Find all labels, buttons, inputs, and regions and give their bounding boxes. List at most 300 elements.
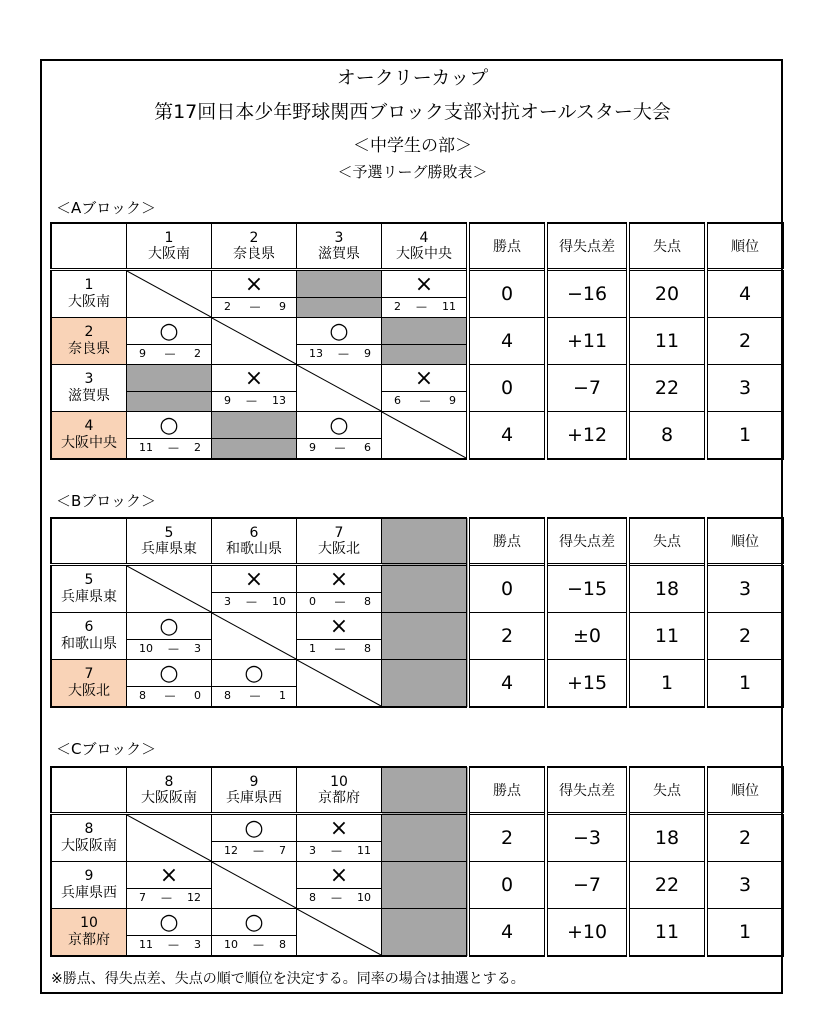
runs-allowed: 8 [628, 412, 706, 460]
score-opp: 9 [449, 394, 456, 407]
result-box [127, 412, 211, 458]
win-mark: ○ [212, 662, 296, 687]
gray-fill [212, 412, 296, 439]
result-cell [212, 270, 297, 318]
column-header-team [382, 223, 469, 270]
row-team-label [51, 862, 127, 909]
game-score [309, 843, 371, 859]
block-a-label: ＜Aブロック＞ [56, 199, 156, 217]
tournament-title: 第17回日本少年野球関西ブロック支部対抗オールスター大会 [154, 101, 671, 123]
runs-allowed: 20 [628, 270, 706, 318]
result-box [127, 909, 211, 955]
result-cell [212, 814, 297, 862]
column-header-team [212, 518, 297, 565]
points: 4 [468, 412, 546, 460]
score-own: 7 [139, 891, 146, 904]
row-team-label [51, 565, 127, 613]
stat-header: 順位 [706, 223, 783, 270]
score-sep: — [334, 441, 346, 454]
score-opp: 3 [194, 642, 201, 655]
points: 0 [468, 270, 546, 318]
unused-column [382, 518, 469, 565]
result-box [382, 365, 466, 411]
runs-allowed: 11 [628, 318, 706, 365]
goal-diff: −7 [546, 862, 628, 909]
result-cell [297, 412, 382, 460]
result-box [297, 815, 381, 861]
game-score [139, 890, 201, 906]
game-score [139, 937, 201, 953]
score-own: 9 [309, 441, 316, 454]
score-sep: — [249, 300, 261, 313]
runs-allowed: 1 [628, 660, 706, 708]
game-score [394, 299, 456, 315]
diagonal-self-cell [297, 365, 382, 412]
unused-column [382, 909, 469, 957]
score-opp: 1 [279, 689, 286, 702]
team-name: 兵庫県東 [61, 589, 117, 605]
diagonal-line [382, 412, 466, 458]
result-cell [212, 565, 297, 613]
unused-column [382, 814, 469, 862]
diagonal-line [127, 271, 211, 317]
game-score [224, 299, 286, 315]
stat-header: 得失点差 [546, 767, 628, 814]
team-number: 7 [334, 525, 344, 541]
rank: 1 [706, 909, 783, 957]
result-box [382, 318, 466, 364]
win-mark: ○ [127, 320, 211, 345]
score-own: 12 [224, 844, 238, 857]
result-box [212, 318, 296, 364]
result-cell [127, 862, 212, 909]
rank: 3 [706, 862, 783, 909]
diagonal-self-cell [127, 270, 212, 318]
diagonal-self-cell [297, 909, 382, 957]
result-box [212, 412, 296, 458]
result-cell [297, 318, 382, 365]
team-number: 2 [249, 230, 259, 246]
loss-mark: × [212, 568, 296, 593]
team-name: 和歌山県 [61, 636, 117, 652]
score-opp: 12 [187, 891, 201, 904]
column-header-team [297, 518, 382, 565]
unused-column [382, 565, 469, 613]
diagonal-line [212, 613, 296, 659]
team-name: 兵庫県西 [226, 790, 282, 806]
result-box [212, 909, 296, 955]
team-name: 大阪中央 [396, 246, 452, 262]
score-own: 3 [224, 595, 231, 608]
score-opp: 3 [194, 938, 201, 951]
result-cell [127, 318, 212, 365]
points: 2 [468, 814, 546, 862]
score-own: 10 [224, 938, 238, 951]
column-header-team [212, 767, 297, 814]
game-score [224, 594, 286, 610]
result-box [297, 909, 381, 955]
diagonal-line [297, 365, 381, 411]
block-a-table [50, 222, 784, 460]
stat-header: 得失点差 [546, 223, 628, 270]
team-name: 大阪中央 [61, 435, 117, 451]
result-box [127, 613, 211, 659]
team-number: 6 [84, 619, 94, 635]
result-box [297, 412, 381, 458]
score-opp: 0 [194, 689, 201, 702]
diagonal-line [297, 660, 381, 706]
score-sep: — [164, 689, 176, 702]
diagonal-line [297, 909, 381, 955]
goal-diff: +15 [546, 660, 628, 708]
win-mark: ○ [127, 911, 211, 936]
diagonal-line [212, 862, 296, 908]
score-sep: — [331, 891, 342, 904]
result-box [212, 365, 296, 411]
game-score [224, 688, 286, 704]
result-box [212, 271, 296, 317]
score-sep: — [164, 347, 176, 360]
row-team-label [51, 613, 127, 660]
result-cell [212, 909, 297, 957]
score-opp: 8 [279, 938, 286, 951]
gray-fill [297, 298, 381, 317]
team-number: 9 [249, 774, 259, 790]
score-sep: — [338, 347, 349, 360]
team-name: 大阪南 [68, 294, 110, 310]
diagonal-self-cell [382, 412, 469, 460]
game-score [309, 440, 371, 456]
score-own: 0 [309, 595, 316, 608]
unused-column [382, 767, 469, 814]
goal-diff: ±0 [546, 613, 628, 660]
column-header-team [127, 223, 212, 270]
result-cell [127, 365, 212, 412]
win-mark: ○ [297, 320, 381, 345]
row-team-label [51, 365, 127, 412]
result-cell [382, 318, 469, 365]
game-score [139, 688, 201, 704]
stat-header: 勝点 [468, 767, 546, 814]
stat-header: 勝点 [468, 223, 546, 270]
team-name: 兵庫県東 [141, 541, 197, 557]
points: 4 [468, 909, 546, 957]
result-cell [297, 565, 382, 613]
game-score [224, 393, 286, 409]
goal-diff: +12 [546, 412, 628, 460]
result-box [212, 862, 296, 908]
game-score [139, 641, 201, 657]
score-sep: — [168, 642, 179, 655]
win-mark: ○ [212, 817, 296, 842]
runs-allowed: 22 [628, 862, 706, 909]
points: 0 [468, 365, 546, 412]
diagonal-self-cell [212, 613, 297, 660]
rank: 1 [706, 412, 783, 460]
points: 4 [468, 318, 546, 365]
result-box [127, 318, 211, 364]
row-team-label [51, 660, 127, 708]
result-box [212, 660, 296, 706]
score-own: 10 [139, 642, 153, 655]
score-opp: 2 [194, 441, 201, 454]
points: 0 [468, 862, 546, 909]
unused-column [382, 613, 469, 660]
row-team-label [51, 412, 127, 460]
score-sep: — [331, 844, 342, 857]
column-header-team [212, 223, 297, 270]
block-b-label: ＜Bブロック＞ [56, 492, 156, 510]
stat-header: 勝点 [468, 518, 546, 565]
points: 4 [468, 660, 546, 708]
footnote: ※勝点、得失点差、失点の順で順位を決定する。同率の場合は抽選とする。 [51, 971, 525, 987]
goal-diff: +10 [546, 909, 628, 957]
team-number: 8 [164, 774, 174, 790]
rank: 3 [706, 565, 783, 613]
row-team-label [51, 909, 127, 957]
team-number: 6 [249, 525, 259, 541]
team-number: 2 [84, 324, 94, 340]
rank: 2 [706, 318, 783, 365]
goal-diff: +11 [546, 318, 628, 365]
score-own: 1 [309, 642, 316, 655]
rank: 4 [706, 270, 783, 318]
stat-header: 失点 [628, 223, 706, 270]
gray-fill [382, 345, 466, 364]
team-number: 3 [334, 230, 344, 246]
score-opp: 13 [272, 394, 286, 407]
rank: 3 [706, 365, 783, 412]
diagonal-line [127, 815, 211, 861]
diagonal-self-cell [297, 660, 382, 708]
result-cell [297, 270, 382, 318]
team-name: 奈良県 [233, 246, 275, 262]
result-box [127, 815, 211, 861]
game-score [224, 937, 286, 953]
table-title: ＜予選リーグ勝敗表＞ [337, 163, 488, 181]
result-box [297, 613, 381, 659]
row-team-label [51, 270, 127, 318]
score-opp: 2 [194, 347, 201, 360]
diagonal-self-cell [127, 565, 212, 613]
game-score [139, 346, 201, 362]
row-team-label [51, 814, 127, 862]
score-opp: 8 [364, 642, 371, 655]
score-own: 11 [139, 441, 153, 454]
team-number: 3 [84, 371, 94, 387]
score-own: 6 [394, 394, 401, 407]
score-sep: — [168, 441, 179, 454]
game-score [309, 346, 371, 362]
runs-allowed: 22 [628, 365, 706, 412]
diagonal-self-cell [212, 318, 297, 365]
game-score [309, 594, 371, 610]
result-box [127, 660, 211, 706]
score-opp: 8 [364, 595, 371, 608]
diagonal-self-cell [127, 814, 212, 862]
score-opp: 9 [364, 347, 371, 360]
result-box [127, 365, 211, 411]
result-cell [212, 365, 297, 412]
loss-mark: × [297, 615, 381, 640]
row-team-label [51, 318, 127, 365]
result-box [382, 271, 466, 317]
team-name: 大阪北 [318, 541, 360, 557]
result-cell [297, 613, 382, 660]
result-box [382, 412, 466, 458]
score-opp: 7 [279, 844, 286, 857]
result-cell [212, 412, 297, 460]
game-score [139, 440, 201, 456]
team-name: 大阪阪南 [61, 838, 117, 854]
score-sep: — [419, 394, 431, 407]
loss-mark: × [127, 864, 211, 889]
unused-column [382, 660, 469, 708]
result-box [297, 365, 381, 411]
column-header-team [127, 767, 212, 814]
runs-allowed: 18 [628, 565, 706, 613]
stat-header: 失点 [628, 767, 706, 814]
runs-allowed: 18 [628, 814, 706, 862]
corner-cell [51, 223, 127, 270]
team-number: 7 [84, 666, 94, 682]
unused-column [382, 862, 469, 909]
loss-mark: × [382, 367, 466, 392]
team-number: 4 [419, 230, 429, 246]
team-name: 兵庫県西 [61, 885, 117, 901]
score-sep: — [161, 891, 172, 904]
result-box [212, 815, 296, 861]
team-number: 5 [164, 525, 174, 541]
gray-fill [382, 318, 466, 345]
win-mark: ○ [297, 414, 381, 439]
division-title: ＜中学生の部＞ [353, 136, 472, 156]
corner-cell [51, 767, 127, 814]
score-sep: — [253, 844, 264, 857]
game-score [394, 393, 456, 409]
score-own: 3 [309, 844, 316, 857]
result-box [297, 566, 381, 612]
score-own: 8 [224, 689, 231, 702]
team-name: 大阪北 [68, 683, 110, 699]
loss-mark: × [212, 273, 296, 298]
result-cell [212, 660, 297, 708]
corner-cell [51, 518, 127, 565]
runs-allowed: 11 [628, 613, 706, 660]
score-own: 2 [224, 300, 231, 313]
team-name: 大阪南 [148, 246, 190, 262]
result-cell [297, 814, 382, 862]
score-own: 8 [139, 689, 146, 702]
team-number: 9 [84, 868, 94, 884]
score-own: 9 [139, 347, 146, 360]
column-header-team [297, 223, 382, 270]
diagonal-self-cell [212, 862, 297, 909]
goal-diff: −16 [546, 270, 628, 318]
points: 0 [468, 565, 546, 613]
team-name: 京都府 [318, 790, 360, 806]
stat-header: 失点 [628, 518, 706, 565]
rank: 2 [706, 814, 783, 862]
loss-mark: × [212, 367, 296, 392]
points: 2 [468, 613, 546, 660]
score-sep: — [334, 595, 346, 608]
game-score [309, 641, 371, 657]
team-number: 1 [84, 277, 94, 293]
score-sep: — [249, 689, 261, 702]
runs-allowed: 11 [628, 909, 706, 957]
column-header-team [297, 767, 382, 814]
team-number: 1 [164, 230, 174, 246]
score-opp: 6 [364, 441, 371, 454]
score-sep: — [334, 642, 346, 655]
score-sep: — [246, 394, 257, 407]
goal-diff: −7 [546, 365, 628, 412]
result-box [297, 660, 381, 706]
team-name: 和歌山県 [226, 541, 282, 557]
team-name: 奈良県 [68, 341, 110, 357]
score-opp: 10 [272, 595, 286, 608]
diagonal-line [212, 318, 296, 364]
result-cell [127, 660, 212, 708]
result-box [297, 862, 381, 908]
gray-fill [297, 271, 381, 298]
result-box [297, 271, 381, 317]
team-name: 滋賀県 [68, 388, 110, 404]
result-box [297, 318, 381, 364]
win-mark: ○ [127, 615, 211, 640]
result-box [127, 271, 211, 317]
rank: 2 [706, 613, 783, 660]
result-box [212, 613, 296, 659]
team-number: 8 [84, 821, 94, 837]
result-box [212, 566, 296, 612]
result-cell [127, 613, 212, 660]
block-b-table [50, 517, 784, 708]
result-box [127, 566, 211, 612]
win-mark: ○ [127, 414, 211, 439]
result-cell [382, 270, 469, 318]
gray-fill [127, 365, 211, 392]
team-number: 10 [80, 915, 98, 931]
stat-header: 得失点差 [546, 518, 628, 565]
win-mark: ○ [127, 662, 211, 687]
rank: 1 [706, 660, 783, 708]
score-sep: — [253, 938, 264, 951]
team-number: 5 [84, 572, 94, 588]
sponsor-title: オークリーカップ [336, 67, 489, 89]
game-score [309, 890, 371, 906]
win-mark: ○ [212, 911, 296, 936]
result-cell [297, 862, 382, 909]
result-cell [382, 365, 469, 412]
score-opp: 11 [357, 844, 371, 857]
loss-mark: × [382, 273, 466, 298]
loss-mark: × [297, 817, 381, 842]
team-name: 滋賀県 [318, 246, 360, 262]
stat-header: 順位 [706, 518, 783, 565]
score-own: 2 [394, 300, 401, 313]
score-own: 11 [139, 938, 153, 951]
score-opp: 11 [442, 300, 456, 313]
gray-fill [127, 392, 211, 411]
score-sep: — [246, 595, 257, 608]
loss-mark: × [297, 568, 381, 593]
goal-diff: −3 [546, 814, 628, 862]
stat-header: 順位 [706, 767, 783, 814]
score-opp: 9 [279, 300, 286, 313]
loss-mark: × [297, 864, 381, 889]
